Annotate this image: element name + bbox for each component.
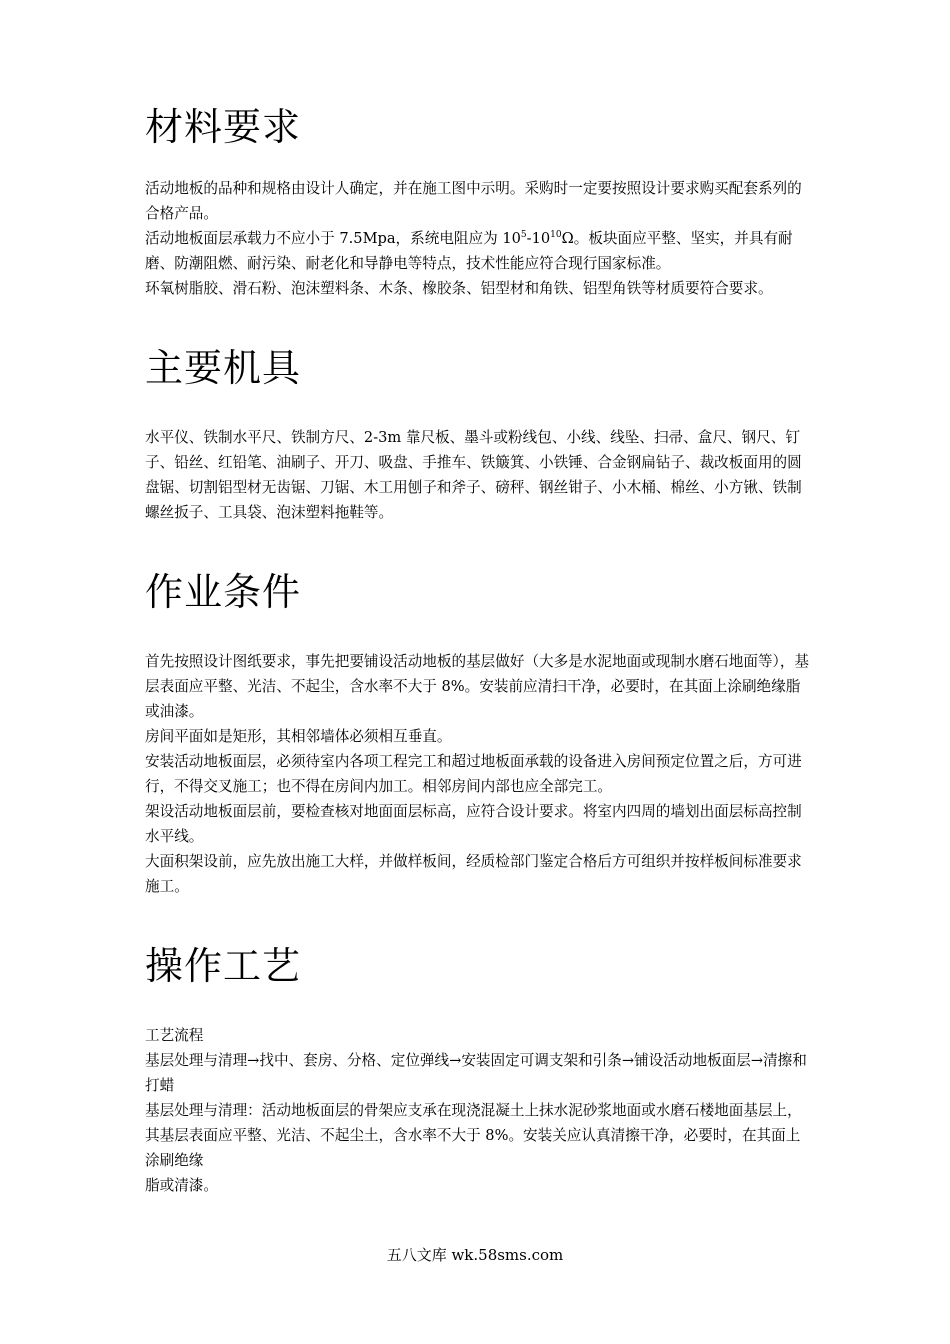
section-title: 主要机具 bbox=[145, 346, 302, 390]
paragraph: 基层处理与清理：活动地板面层的骨架应支承在现浇混凝土上抹水泥砂浆地面或水磨石楼地面基层上，其基层表面应平整、光洁、不起尘土，含水率不大于 8%。安装关应认真清擦干净，必要时，在其面上涂刷绝缘 bbox=[145, 1102, 802, 1169]
section-title: 材料要求 bbox=[145, 105, 302, 149]
section-work-conditions bbox=[145, 565, 810, 899]
paragraph: 水平仪、铁制水平尺、铁制方尺、2-3m 靠尺板、墨斗或粉线包、小线、线坠、扫帚、盒尺、钢尺、钉子、铅丝、红铅笔、油刷子、开刀、吸盘、手推车、铁簸箕、小铁锤、合金钢扁钻子、裁改板面用的圆盘锯、切割铝型材无齿锯、刀锯、木工用刨子和斧子、磅秤、钢丝钳子、小木桶、棉丝、小方锹、铁制螺丝扳子、工具袋、泡沫塑料拖鞋等。 bbox=[145, 429, 802, 521]
section-operation-process bbox=[145, 939, 810, 1198]
text-run: 活动地板面层承载力不应小于 7.5Mpa，系统电阻应为 10 bbox=[145, 230, 521, 247]
section-main-tools bbox=[145, 341, 810, 525]
text-run: -10 bbox=[526, 230, 551, 247]
paragraph: 首先按照设计图纸要求，事先把要铺设活动地板的基层做好（大多是水泥地面或现制水磨石地面等），基层表面应平整、光洁、不起尘，含水率不大于 8%。安装前应清扫干净，必要时，在其面上涂刷绝缘脂或油漆。 bbox=[145, 653, 810, 720]
section-title: 作业条件 bbox=[145, 570, 302, 614]
paragraph: 活动地板的品种和规格由设计人确定，并在施工图中示明。采购时一定要按照设计要求购买配套系列的合格产品。 bbox=[145, 180, 802, 222]
paragraph: 脂或清漆。 bbox=[145, 1177, 218, 1194]
superscript: 10 bbox=[550, 230, 562, 240]
text-run: Ω。板块面应平整、坚实，并具有耐磨、防潮阻燃、耐污染、耐老化和导静电等特点，技术性能应符合现行国家标准。 bbox=[145, 230, 793, 272]
paragraph: 房间平面如是矩形，其相邻墙体必须相互垂直。 bbox=[145, 728, 452, 745]
paragraph: 基层处理与清理→找中、套房、分格、定位弹线→安装固定可调支架和引条→铺设活动地板面层→清擦和打蜡 bbox=[145, 1052, 807, 1094]
section-material-requirements bbox=[145, 100, 810, 301]
paragraph: 环氧树脂胶、滑石粉、泡沫塑料条、木条、橡胶条、铝型材和角铁、铝型角铁等材质要符合要求。 bbox=[145, 280, 773, 297]
document-content bbox=[145, 100, 810, 1198]
paragraph: 工艺流程 bbox=[145, 1027, 204, 1044]
paragraph: 架设活动地板面层前，要检查核对地面面层标高，应符合设计要求。将室内四周的墙划出面层标高控制水平线。 bbox=[145, 803, 802, 845]
superscript: 5 bbox=[520, 230, 527, 240]
section-title: 操作工艺 bbox=[145, 944, 302, 988]
page-footer: 五八文库 wk.58sms.com bbox=[386, 1246, 564, 1264]
paragraph: 安装活动地板面层，必须待室内各项工程完工和超过地板面承载的设备进入房间预定位置之后，方可进行，不得交叉施工；也不得在房间内加工。相邻房间内部也应全部完工。 bbox=[145, 753, 802, 795]
paragraph: 大面积架设前，应先放出施工大样，并做样板间，经质检部门鉴定合格后方可组织并按样板间标准要求施工。 bbox=[145, 853, 802, 895]
paragraph-load-resistance bbox=[145, 226, 810, 276]
